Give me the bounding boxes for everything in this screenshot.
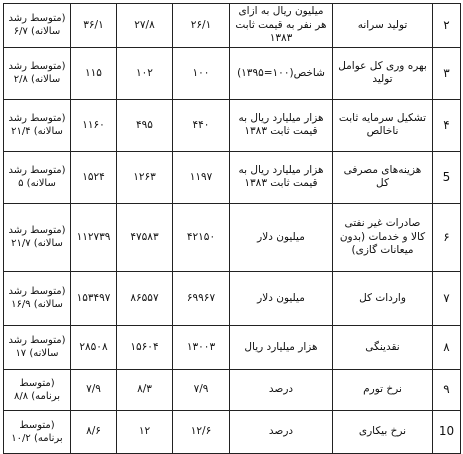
indicator-title: واردات کل [333,271,433,325]
row-index: 5 [433,151,461,203]
value-cell: ۸/۳ [117,369,173,410]
indicator-unit: هزار میلیارد ریال به قیمت ثابت ۱۳۸۳ [230,99,333,151]
indicator-unit: میلیون دلار [230,203,333,271]
table-row [4,4,461,48]
value-cell: ۱۱۲۷۳۹ [71,203,117,271]
value-cell: ۴۴۰ [173,99,230,151]
indicator-unit: درصد [230,410,333,453]
indicator-unit: شاخص(۱۰۰=۱۳۹۵) [230,47,333,99]
row-index: ۹ [433,369,461,410]
row-index: ۲ [433,4,461,48]
indicator-unit: درصد [230,369,333,410]
growth-note: (متوسط برنامه) ۸/۸ [4,369,71,410]
row-index: ۴ [433,99,461,151]
value-cell: ۱۵۶۰۴ [117,325,173,369]
value-cell: ۱۱۶۰ [71,99,117,151]
row-index: ۶ [433,203,461,271]
row-index: ۳ [433,47,461,99]
indicator-title: نرخ تورم [333,369,433,410]
indicator-title: صادرات غیر نفتی کالا و خدمات (بدون میعانات گازی) [333,203,433,271]
value-cell: ۳۶/۱ [71,4,117,48]
indicator-unit: هزار میلیارد ریال [230,325,333,369]
table-row [4,325,461,369]
value-cell: ۷/۹ [71,369,117,410]
table-row [4,271,461,325]
value-cell: ۴۲۱۵۰ [173,203,230,271]
value-cell: ۱۵۲۴ [71,151,117,203]
value-cell: ۱۰۲ [117,47,173,99]
value-cell: ۱۱۵ [71,47,117,99]
value-cell: ۱۳۰۰۳ [173,325,230,369]
value-cell: ۱۱۹۷ [173,151,230,203]
value-cell: ۲۸۵۰۸ [71,325,117,369]
growth-note: (متوسط رشد سالانه) ۲۱/۴ [4,99,71,151]
growth-note: (متوسط رشد سالانه) ۱۷ [4,325,71,369]
indicator-unit: هزار میلیارد ریال به قیمت ثابت ۱۳۸۳ [230,151,333,203]
value-cell: ۱۰۰ [173,47,230,99]
value-cell: ۴۹۵ [117,99,173,151]
table-row [4,99,461,151]
table-row [4,47,461,99]
value-cell: ۶۹۹۶۷ [173,271,230,325]
value-cell: ۲۷/۸ [117,4,173,48]
value-cell: ۱۵۳۴۹۷ [71,271,117,325]
value-cell: ۱۲/۶ [173,410,230,453]
indicator-unit: میلیون ریال به ازای هر نفر به قیمت ثابت ۱۳۸۳ [230,4,333,48]
indicators-table [3,3,461,454]
value-cell: ۸/۶ [71,410,117,453]
growth-note: (متوسط رشد سالانه) ۲/۸ [4,47,71,99]
row-index: ۸ [433,325,461,369]
value-cell: ۱۲۶۳ [117,151,173,203]
growth-note: (متوسط رشد سالانه) ۵ [4,151,71,203]
value-cell: ۸۶۵۵۷ [117,271,173,325]
indicator-title: تولید سرانه [333,4,433,48]
table-row [4,151,461,203]
value-cell: ۴۷۵۸۳ [117,203,173,271]
indicator-unit: میلیون دلار [230,271,333,325]
indicator-title: بهره وری کل عوامل تولید [333,47,433,99]
row-index: ۷ [433,271,461,325]
value-cell: ۲۶/۱ [173,4,230,48]
indicator-title: نرخ بیکاری [333,410,433,453]
indicator-title: نقدینگی [333,325,433,369]
row-index: 10 [433,410,461,453]
table-body [4,4,461,454]
table-row [4,203,461,271]
table-row [4,410,461,453]
value-cell: ۷/۹ [173,369,230,410]
indicator-title: هزینه‌های مصرفی کل [333,151,433,203]
table-row [4,369,461,410]
indicator-title: تشکیل سرمایه ثابت ناخالص [333,99,433,151]
growth-note: (متوسط رشد سالانه) ۱۶/۹ [4,271,71,325]
growth-note: (متوسط رشد سالانه) ۶/۷ [4,4,71,48]
growth-note: (متوسط برنامه) ۱۰/۲ [4,410,71,453]
value-cell: ۱۲ [117,410,173,453]
growth-note: (متوسط رشد سالانه) ۲۱/۷ [4,203,71,271]
